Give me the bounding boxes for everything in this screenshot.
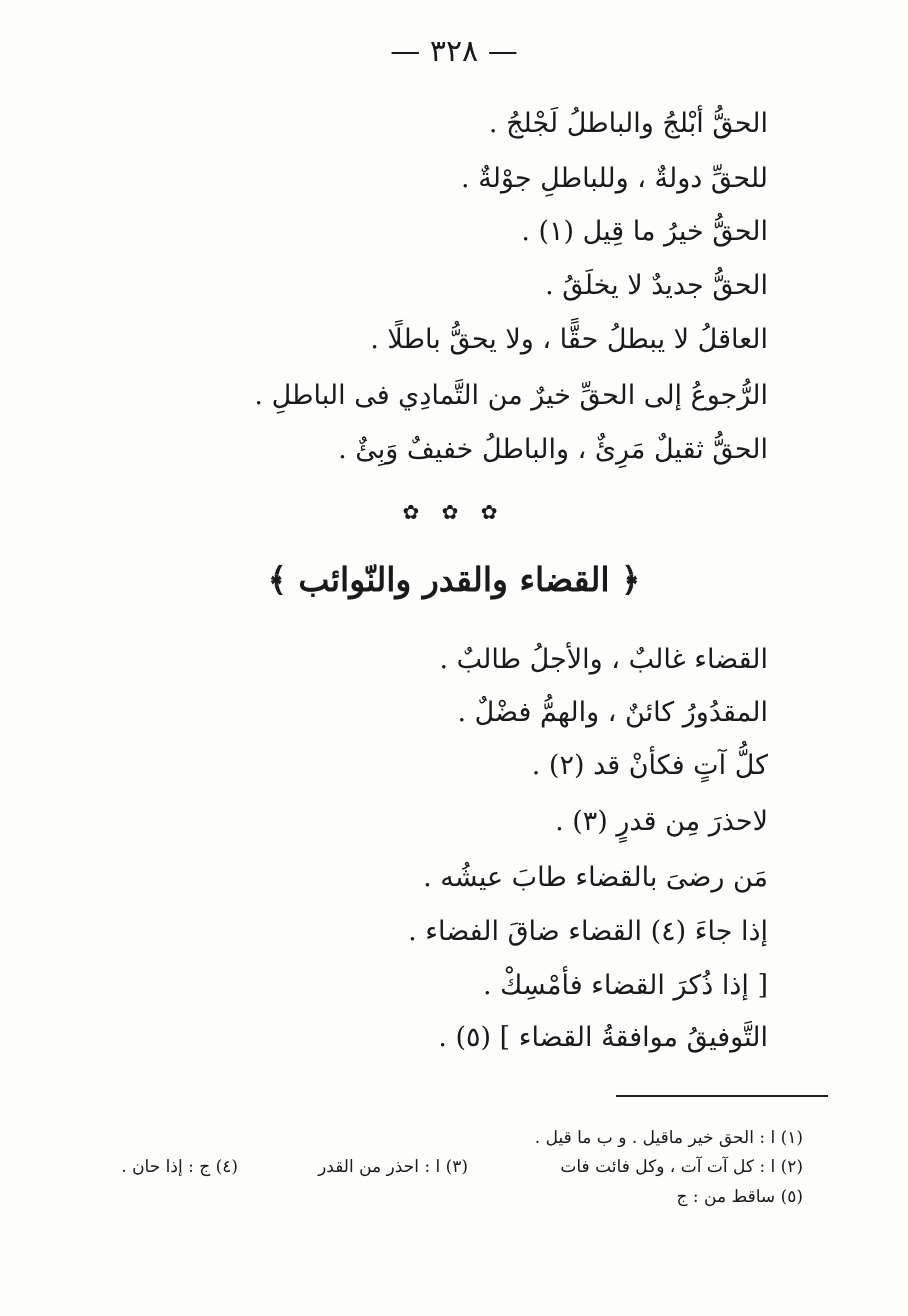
proverb-line: للحقِّ دولةٌ ، وللباطلِ جوْلةٌ . — [461, 163, 768, 194]
footnote-3: (٣) ا : احذر من القدر — [318, 1157, 468, 1177]
footnote-4: (٤) ج : إذا حان . — [121, 1157, 238, 1177]
footnote-divider — [616, 1095, 828, 1097]
proverb-line: مَن رضىَ بالقضاء طابَ عيشُه . — [423, 862, 768, 893]
proverb-line: الحقُّ جديدٌ لا يخلَقُ . — [545, 270, 768, 301]
proverb-line: الرُّجوعُ إلى الحقِّ خيرٌ من التَّمادِي فى الباطلِ . — [254, 380, 768, 411]
section-title: ﴿ القضاء والقدر والنّوائب ﴾ — [267, 560, 641, 599]
proverb-line: الحقُّ خيرُ ما قِيل (١) . — [521, 216, 768, 247]
proverb-line: التَّوفيقُ موافقةُ القضاء ] (٥) . — [438, 1022, 768, 1053]
proverb-line: المقدُورُ كائنٌ ، والهمُّ فضْلٌ . — [457, 697, 768, 728]
section-separator: ✿ ✿ ✿ — [402, 500, 506, 524]
proverb-line: [ إذا ذُكرَ القضاء فأمْسِكْ . — [483, 970, 768, 1001]
proverb-line: كلُّ آتٍ فكأنْ قد (٢) . — [531, 750, 768, 781]
proverb-line: لاحذرَ مِن قدرٍ (٣) . — [555, 806, 768, 837]
page-number: — ٣٢٨ — — [390, 34, 518, 69]
footnote-2: (٢) ا : كل آت آت ، وكل فائت فات — [560, 1157, 803, 1177]
proverb-line: العاقلُ لا يبطلُ حقًّا ، ولا يحقُّ باطلًا . — [370, 324, 768, 355]
footnote-5: (٥) ساقط من : ج — [676, 1187, 803, 1207]
proverb-line: القضاء غالبٌ ، والأجلُ طالبٌ . — [439, 644, 768, 675]
proverb-line: الحقُّ ثقيلٌ مَرِئٌ ، والباطلُ خفيفٌ وَبِئٌ . — [338, 434, 768, 465]
footnote-1: (١) ا : الحق خير ماقيل . و ب ما قيل . — [534, 1128, 803, 1148]
proverb-line: الحقُّ أبْلجُ والباطلُ لَجْلجُ . — [488, 108, 768, 139]
proverb-line: إذا جاءَ (٤) القضاء ضاقَ الفضاء . — [408, 916, 768, 947]
